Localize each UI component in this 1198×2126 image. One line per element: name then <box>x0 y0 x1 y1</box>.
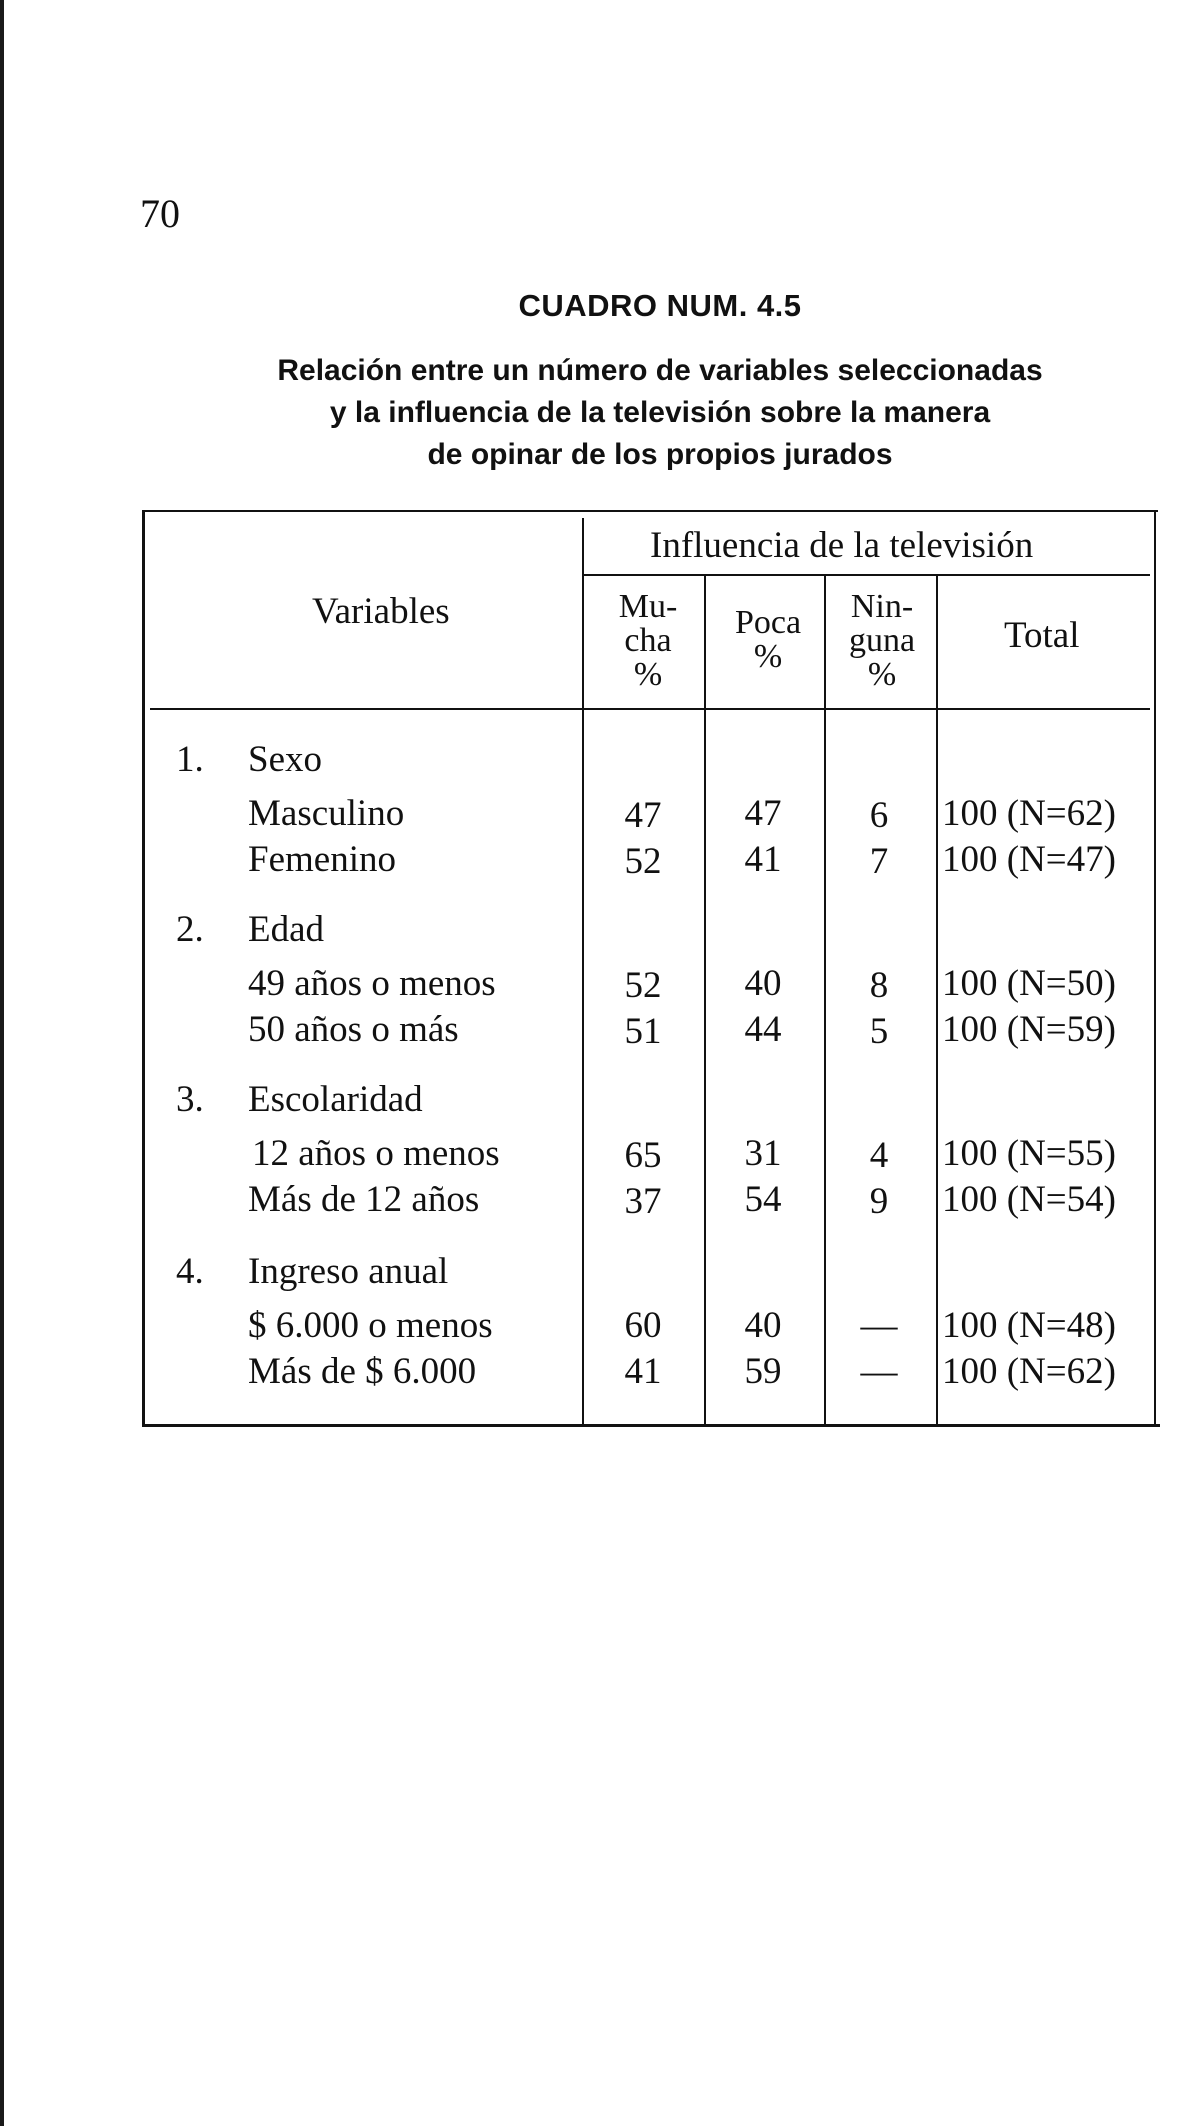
cell-ninguna: 8 <box>869 965 889 1006</box>
cell-total: 100 (N=54) <box>942 1179 1116 1220</box>
cell-poca: 31 <box>744 1133 782 1174</box>
row-label: Más de 12 años <box>248 1179 480 1220</box>
group-header-rule <box>584 574 1150 576</box>
row-label: 50 años o más <box>248 1009 459 1050</box>
cell-total: 100 (N=50) <box>942 963 1116 1004</box>
variables-header: Variables <box>312 591 450 632</box>
cell-poca: 40 <box>744 1305 782 1346</box>
cell-poca: 47 <box>744 793 782 834</box>
cell-total: 100 (N=62) <box>942 793 1116 834</box>
group-header: Influencia de la televisión <box>650 525 1034 566</box>
data-table <box>140 508 1160 1430</box>
group-label: Edad <box>248 909 325 950</box>
table-right-rule <box>1154 510 1156 1426</box>
cell-ninguna: 7 <box>869 841 889 882</box>
table-title-line: Relación entre un número de variables seleccionadas <box>277 354 1043 387</box>
row-label: Masculino <box>248 793 405 834</box>
col-header-total: Total <box>1004 615 1080 656</box>
page-number: 70 <box>140 191 180 236</box>
cell-ninguna: 5 <box>869 1011 889 1052</box>
group-index: 4. <box>176 1251 204 1292</box>
group-label: Escolaridad <box>248 1079 423 1120</box>
row-label: 49 años o menos <box>248 963 496 1004</box>
cell-total: 100 (N=62) <box>942 1351 1116 1392</box>
cell-poca: 54 <box>744 1179 782 1220</box>
col-header-poca: Poca % <box>734 604 802 675</box>
cell-poca: 41 <box>744 839 782 880</box>
cell-ninguna: — <box>860 1305 898 1346</box>
cell-mucha: 37 <box>624 1181 662 1222</box>
group-label: Ingreso anual <box>248 1251 449 1292</box>
cell-mucha: 52 <box>624 965 662 1006</box>
column-divider <box>704 574 706 1424</box>
table-number: CUADRO NUM. 4.5 <box>518 288 802 323</box>
table-title-line: de opinar de los propios jurados <box>427 438 893 471</box>
table-title <box>180 350 1140 476</box>
cell-total: 100 (N=59) <box>942 1009 1116 1050</box>
cell-poca: 44 <box>744 1009 782 1050</box>
cell-ninguna: 4 <box>869 1135 889 1176</box>
table-title-line: y la influencia de la televisión sobre la manera <box>329 396 991 429</box>
group-label: Sexo <box>248 739 322 780</box>
cell-mucha: 47 <box>624 795 662 836</box>
cell-total: 100 (N=55) <box>942 1133 1116 1174</box>
column-divider <box>936 574 938 1424</box>
table-top-rule <box>142 510 1158 512</box>
cell-total: 100 (N=47) <box>942 839 1116 880</box>
col-header-ninguna: Nin- guna % <box>848 588 916 693</box>
cell-poca: 59 <box>744 1351 782 1392</box>
row-label: Más de $ 6.000 <box>248 1351 477 1392</box>
cell-poca: 40 <box>744 963 782 1004</box>
cell-ninguna: 6 <box>869 795 889 836</box>
cell-mucha: 51 <box>624 1011 662 1052</box>
header-bottom-rule <box>150 708 1150 710</box>
cell-mucha: 52 <box>624 841 662 882</box>
cell-ninguna: 9 <box>869 1181 889 1222</box>
group-index: 2. <box>176 909 204 950</box>
row-label: 12 años o menos <box>252 1133 500 1174</box>
cell-mucha: 65 <box>624 1135 662 1176</box>
scan-edge <box>0 0 4 2126</box>
row-label: Femenino <box>248 839 396 880</box>
cell-mucha: 60 <box>624 1305 662 1346</box>
cell-mucha: 41 <box>624 1351 662 1392</box>
col-header-mucha: Mu- cha % <box>618 588 678 693</box>
cell-ninguna: — <box>860 1351 898 1392</box>
table-bottom-rule <box>142 1424 1160 1427</box>
group-index: 3. <box>176 1079 204 1120</box>
group-index: 1. <box>176 739 204 780</box>
header-divider-v <box>582 518 584 1424</box>
table-left-rule <box>142 510 145 1426</box>
cell-total: 100 (N=48) <box>942 1305 1116 1346</box>
column-divider <box>824 574 826 1424</box>
row-label: $ 6.000 o menos <box>248 1305 493 1346</box>
